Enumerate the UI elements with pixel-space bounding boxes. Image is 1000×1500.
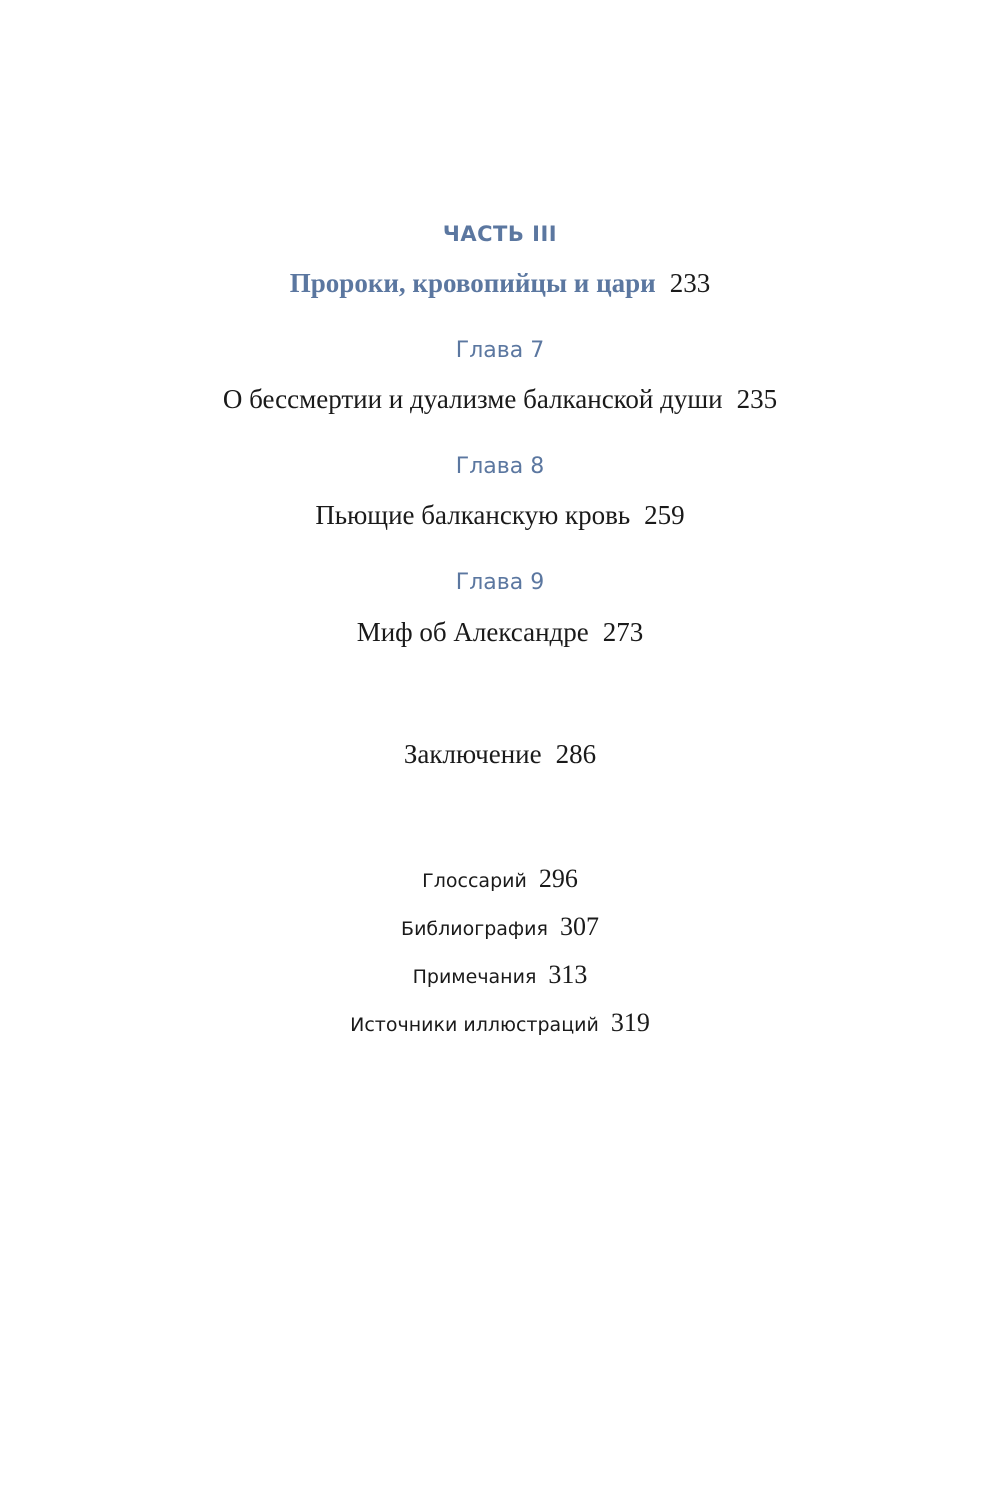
bibliography-page-number: 307 [559, 912, 599, 941]
glossary-title: Глоссарий [422, 870, 527, 892]
chapter-7-title: О бессмертии и дуализме балканской души [222, 384, 723, 414]
chapter-9-label: Глава 9 [455, 570, 545, 595]
chapter-9-title: Миф об Александре [356, 617, 589, 647]
bibliography-entry [0, 912, 1000, 942]
bibliography-title: Библиография [401, 918, 548, 940]
part-entry [0, 268, 1000, 299]
chapter-7-page-number: 235 [736, 384, 778, 414]
conclusion-title: Заключение [403, 739, 542, 769]
part-label: ЧАСТЬ III [442, 222, 558, 246]
illustration-sources-entry [0, 1008, 1000, 1038]
chapter-8-label: Глава 8 [455, 454, 545, 479]
chapter-8-title: Пьющие балканскую кровь [315, 500, 631, 530]
chapter-8-entry [0, 500, 1000, 531]
illustration-sources-page-number: 319 [610, 1008, 650, 1037]
glossary-entry [0, 864, 1000, 894]
part-title: Пророки, кровопийцы и цари [289, 268, 656, 298]
chapter-7-entry [0, 384, 1000, 415]
notes-title: Примечания [412, 966, 537, 988]
notes-entry [0, 960, 1000, 990]
chapter-9-page-number: 273 [602, 617, 644, 647]
chapter-9-entry [0, 617, 1000, 648]
illustration-sources-title: Источники иллюстраций [350, 1014, 599, 1036]
glossary-page-number: 296 [538, 864, 578, 893]
conclusion-entry [0, 739, 1000, 770]
notes-page-number: 313 [548, 960, 588, 989]
chapter-8-page-number: 259 [644, 500, 685, 530]
chapter-7-label: Глава 7 [455, 338, 545, 363]
part-page-number: 233 [669, 268, 711, 298]
conclusion-page-number: 286 [555, 739, 597, 769]
